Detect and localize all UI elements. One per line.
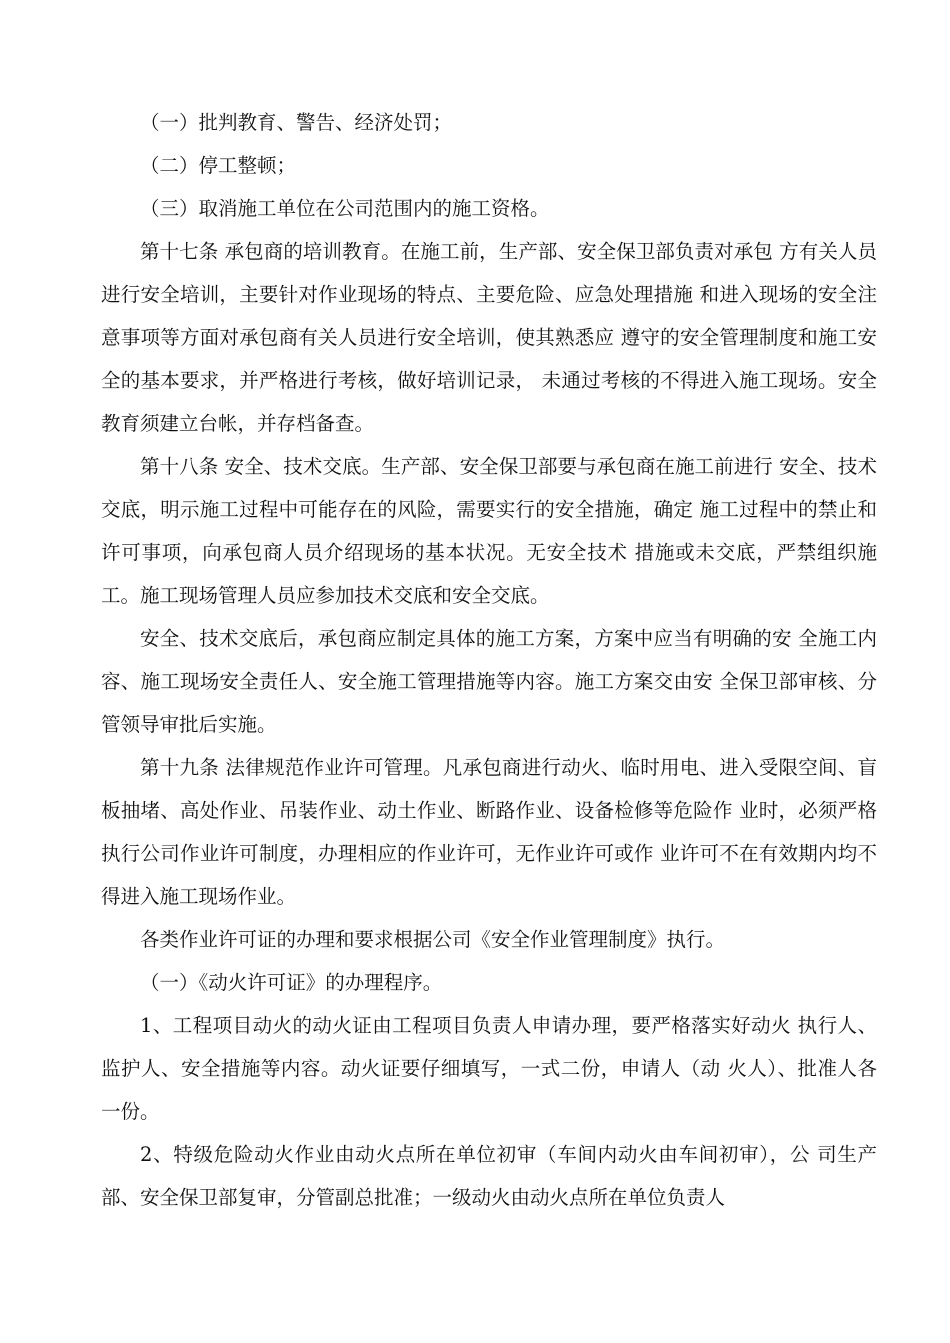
paragraph-article-17: 第十七条 承包商的培训教育。在施工前，生产部、安全保卫部负责对承包 方有关人员进行安全培训，主要针对作业现场的特点、主要危险、应急处理措施 和进入现场的安全注意事项等方面对承包商有关人员进行安全培训，使其熟悉应 遵守的安全管理制度和施工安全的基本要求，并严格进行考核，做好培训记录， 未通过考核的不得进入施工现场。安全教育须建立台帐，并存档备查。 xyxy=(101,240,877,435)
document-body xyxy=(101,101,877,1219)
paragraph-hot-work-heading: （一）《动火许可证》的办理程序。 xyxy=(140,971,443,994)
paragraph-article-18: 第十八条 安全、技术交底。生产部、安全保卫部要与承包商在施工前进行 安全、技术交底，明示施工过程中可能存在的风险，需要实行的安全措施，确定 施工过程中的禁止和许可事项，向承包商人员介绍现场的基本状况。无安全技术 措施或未交底，严禁组织施工。施工现场管理人员应参加技术交底和安全交底。 xyxy=(101,455,877,607)
paragraph-penalty-item-1: （一）批判教育、警告、经济处罚； xyxy=(140,111,453,134)
paragraph-article-19: 第十九条 法律规范作业许可管理。凡承包商进行动火、临时用电、进入受限空间、盲板抽堵、高处作业、吊装作业、动土作业、断路作业、设备检修等危险作 业时，必须严格执行公司作业许可制度，办理相应的作业许可，无作业许可或作 业许可不在有效期内均不得进入施工现场作业。 xyxy=(101,756,877,908)
paragraph-penalty-item-2: （二）停工整顿； xyxy=(140,154,297,177)
paragraph-hot-work-step-2: 2、特级危险动火作业由动火点所在单位初审（车间内动火由车间初审），公 司生产部、安全保卫部复审，分管副总批准；一级动火由动火点所在单位负责人 xyxy=(101,1143,877,1209)
paragraph-construction-plan: 安全、技术交底后，承包商应制定具体的施工方案，方案中应当有明确的安 全施工内容、施工现场安全责任人、安全施工管理措施等内容。施工方案交由安 全保卫部审核、分管领导审批后实施。 xyxy=(101,627,877,736)
paragraph-permit-rules: 各类作业许可证的办理和要求根据公司《安全作业管理制度》执行。 xyxy=(140,928,726,951)
paragraph-hot-work-step-1: 1、工程项目动火的动火证由工程项目负责人申请办理，要严格落实好动火 执行人、监护人、安全措施等内容。动火证要仔细填写，一式二份，申请人（动 火人）、批准人各一份。 xyxy=(101,1014,877,1123)
paragraph-penalty-item-3: （三）取消施工单位在公司范围内的施工资格。 xyxy=(140,197,550,220)
